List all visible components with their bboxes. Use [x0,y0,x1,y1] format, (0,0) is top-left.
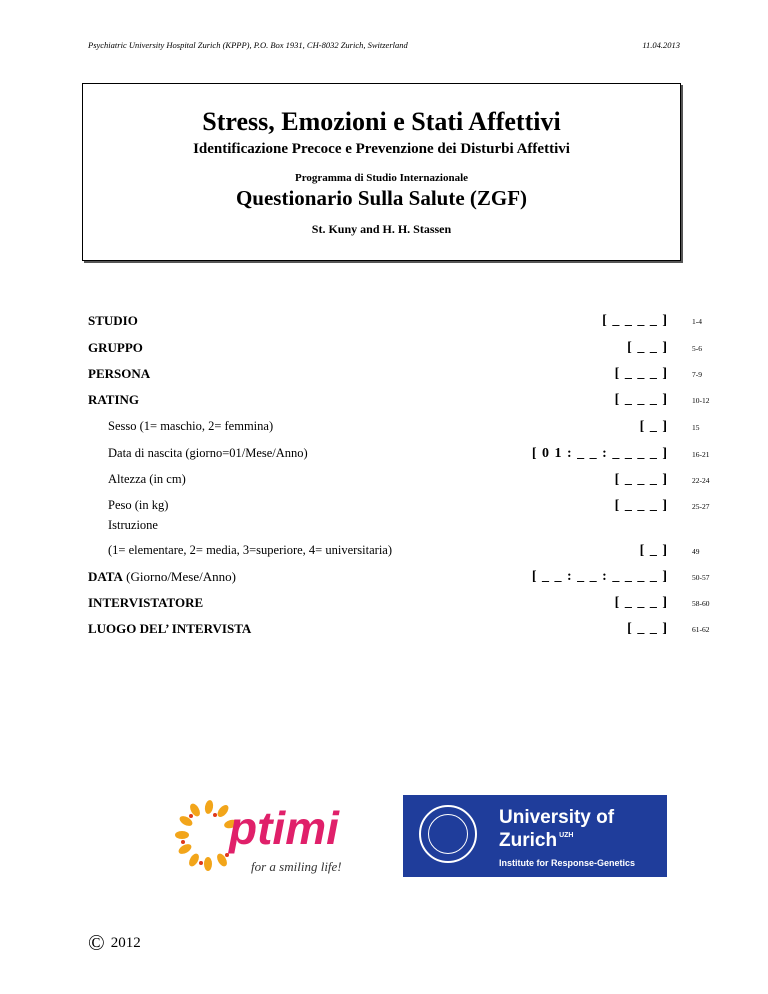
uzh-zurich: Zurich [499,830,558,851]
uzh-name-line1: University of [499,807,615,828]
column-ref: 1-4 [692,317,702,326]
field-row-data-nascita [0,446,768,466]
uzh-institute: Institute for Response-Genetics [499,858,636,868]
field-entry-box[interactable]: [ 0 1 : _ _ : _ _ _ _ ] [531,446,668,461]
uzh-superscript: UZH [559,832,574,839]
copyright-icon: © [88,930,105,955]
page-header [88,40,680,50]
column-ref: 16-21 [692,450,710,459]
copyright [88,930,141,956]
field-row-studio [0,313,768,333]
field-entry-box[interactable]: [ _ ] [639,543,668,558]
field-entry-box[interactable]: [ _ _ ] [627,621,668,636]
university-seal-icon [419,805,477,863]
optimi-logo [165,797,380,877]
column-ref: 22-24 [692,476,710,485]
column-ref: 25-27 [692,502,710,511]
column-ref: 58-60 [692,599,710,608]
field-row-peso [0,498,768,518]
authors: St. Kuny and H. H. Stassen [311,222,452,236]
field-entry-box[interactable]: [ _ _ _ _ ] [602,313,668,328]
column-ref: 5-6 [692,344,702,353]
questionnaire-title: Questionario Sulla Salute (ZGF) [235,186,528,210]
title-box [82,83,681,261]
column-ref: 10-12 [692,396,710,405]
optimi-wordmark: ptimi [229,802,339,854]
field-row-istruzione [0,518,768,538]
field-label: Sesso (1= maschio, 2= femmina) [108,419,274,433]
field-row-intervistatore [0,595,768,615]
document-subtitle: Identificazione Precoce e Prevenzione dei Disturbi Affettivi [193,141,570,157]
uzh-logo [403,795,667,877]
field-label: STUDIO [88,313,138,328]
program-name: Programma di Studio Internazionale [294,172,469,184]
optimi-tagline: for a smiling life! [251,859,342,874]
field-row-sesso [0,419,768,439]
field-label: INTERVISTATORE [88,595,204,610]
field-label: GRUPPO [88,340,143,355]
field-entry-box[interactable]: [ _ _ _ ] [614,366,668,381]
field-label: Altezza (in cm) [108,472,186,486]
field-label: Peso (in kg) [108,498,169,512]
field-label-bold: DATA [88,569,123,584]
column-ref: 7-9 [692,370,702,379]
column-ref: 15 [692,423,700,432]
seal-inner-ring [428,814,468,854]
field-row-luogo [0,621,768,641]
field-entry-box[interactable]: [ _ ] [639,419,668,434]
document-title: Stress, Emozioni e Stati Affettivi [202,107,561,136]
field-entry-box[interactable]: [ _ _ _ ] [614,595,668,610]
institution-address: Psychiatric University Hospital Zurich (KPPP), P.O. Box 1931, CH-8032 Zurich, Switzerland [88,40,408,50]
field-label: (1= elementare, 2= media, 3=superiore, 4= universitaria) [108,543,392,557]
field-entry-box[interactable]: [ _ _ : _ _ : _ _ _ _ ] [531,569,668,584]
uzh-name-line2 [499,830,573,852]
field-row-rating [0,392,768,412]
field-entry-box[interactable]: [ _ _ _ ] [614,472,668,487]
column-ref: 49 [692,547,700,556]
header-date: 11.04.2013 [642,40,680,50]
field-label: Istruzione [108,518,158,532]
field-label: RATING [88,392,140,407]
field-entry-box[interactable]: [ _ _ ] [627,340,668,355]
field-entry-box[interactable]: [ _ _ _ ] [614,498,668,513]
field-row-persona [0,366,768,386]
field-row-gruppo [0,340,768,360]
field-label [88,569,236,585]
field-row-altezza [0,472,768,492]
field-row-data [0,569,768,589]
field-label: Data di nascita (giorno=01/Mese/Anno) [108,446,308,460]
field-entry-box[interactable]: [ _ _ _ ] [614,392,668,407]
field-label-rest: (Giorno/Mese/Anno) [122,569,236,584]
copyright-year: 2012 [110,935,141,951]
column-ref: 61-62 [692,625,710,634]
column-ref: 50-57 [692,573,710,582]
field-label: LUOGO DEL’ INTERVISTA [88,621,252,636]
field-label: PERSONA [88,366,151,381]
field-row-istruzione-scale [0,543,768,563]
